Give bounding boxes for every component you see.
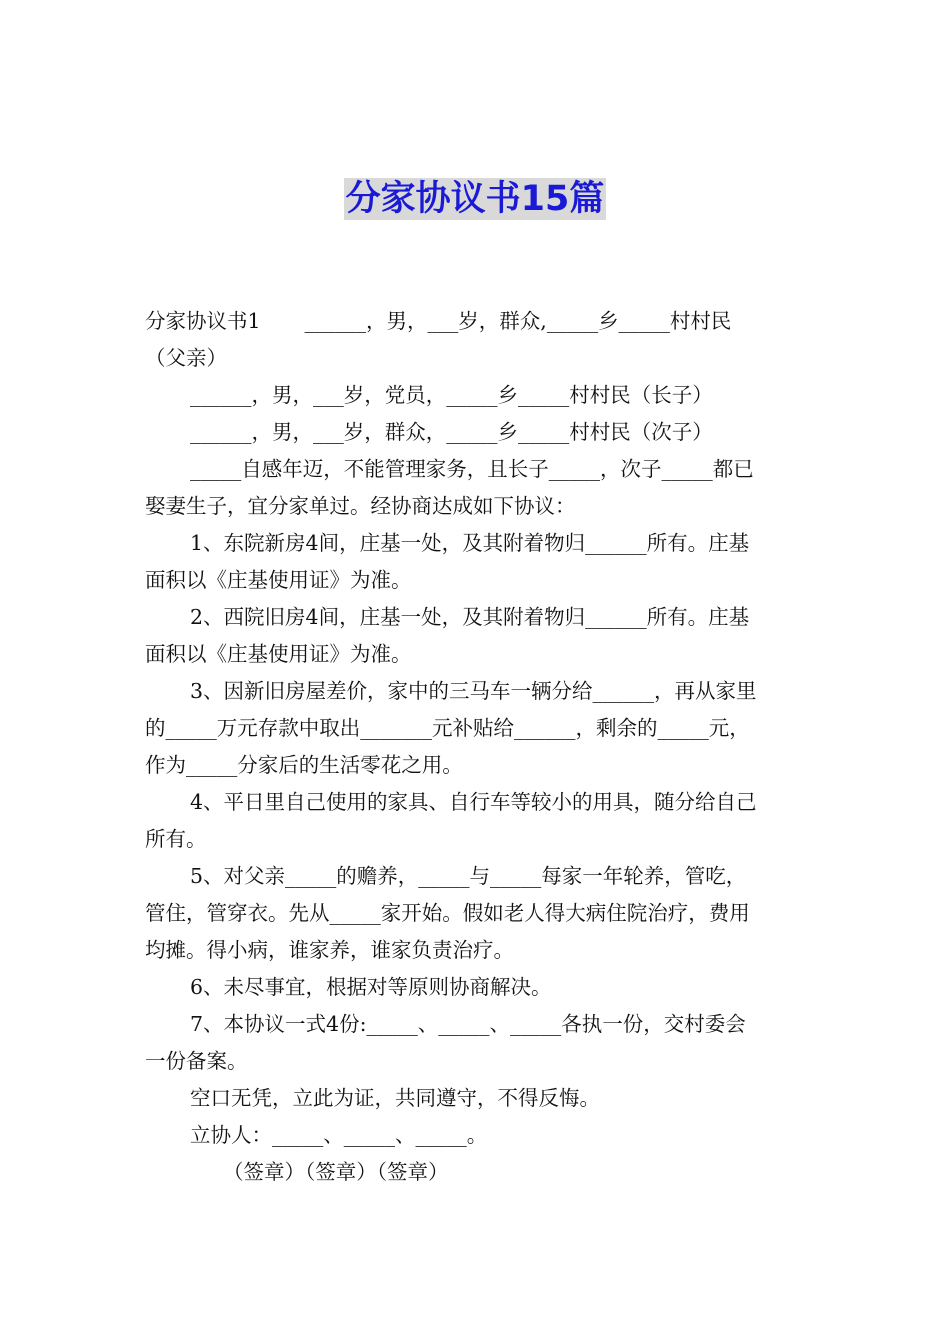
clause-line: 管住，管穿衣。先从_____家开始。假如老人得大病住院治疗，费用 <box>145 901 750 925</box>
clause-line: 面积以《庄基使用证》为准。 <box>145 568 412 592</box>
clause-line: 7、本协议一式4份:_____、_____、_____各执一份，交村委会 <box>190 1012 746 1036</box>
clause-line: 2、西院旧房4间，庄基一处，及其附着物归______所有。庄基 <box>190 605 750 629</box>
paragraph-line: ______，男，___岁，党员，_____乡_____村村民（长子） <box>190 383 713 407</box>
clause-line: 的_____万元存款中取出_______元补贴给______，剩余的_____元， <box>145 716 750 740</box>
clause-line: 作为_____分家后的生活零花之用。 <box>145 753 463 777</box>
clause-line: 均摊。得小病，谁家养，谁家负责治疗。 <box>145 938 514 962</box>
paragraph-line: ______，男，___岁，群众，_____乡_____村村民（次子） <box>190 420 713 444</box>
clause-line: 一份备案。 <box>145 1049 248 1073</box>
paragraph-line: 娶妻生子，宜分家单过。经协商达成如下协议： <box>145 494 576 518</box>
clause-line: 面积以《庄基使用证》为准。 <box>145 642 412 666</box>
document-title: 分家协议书15篇 <box>345 179 605 219</box>
closing-line: 空口无凭，立此为证，共同遵守，不得反悔。 <box>190 1086 600 1110</box>
clause-line: 6、未尽事宜，根据对等原则协商解决。 <box>190 975 552 999</box>
clause-line: 所有。 <box>145 827 207 851</box>
clause-line: 1、东院新房4间，庄基一处，及其附着物归______所有。庄基 <box>190 531 750 555</box>
clause-line: 4、平日里自己使用的家具、自行车等较小的用具，随分给自己 <box>190 790 757 814</box>
agreement-body <box>145 303 807 1191</box>
paragraph-line: _____自感年迈，不能管理家务，且长子_____，次子_____都已 <box>190 457 754 481</box>
title-container <box>0 178 950 220</box>
paragraph-line: （父亲） <box>145 346 227 370</box>
signature-seals: （签章）（签章）（签章） <box>223 1160 449 1184</box>
section-heading: 分家协议书1 <box>145 309 261 333</box>
clause-line: 3、因新旧房屋差价，家中的三马车一辆分给______，再从家里 <box>190 679 757 703</box>
first-line <box>145 303 807 340</box>
signatories-line: 立协人：_____、_____、_____。 <box>190 1123 488 1147</box>
father-line: ______，男，___岁，群众,_____乡_____村村民 <box>304 309 732 333</box>
clause-line: 5、对父亲_____的赡养，_____与_____每家一年轮养，管吃， <box>190 864 747 888</box>
